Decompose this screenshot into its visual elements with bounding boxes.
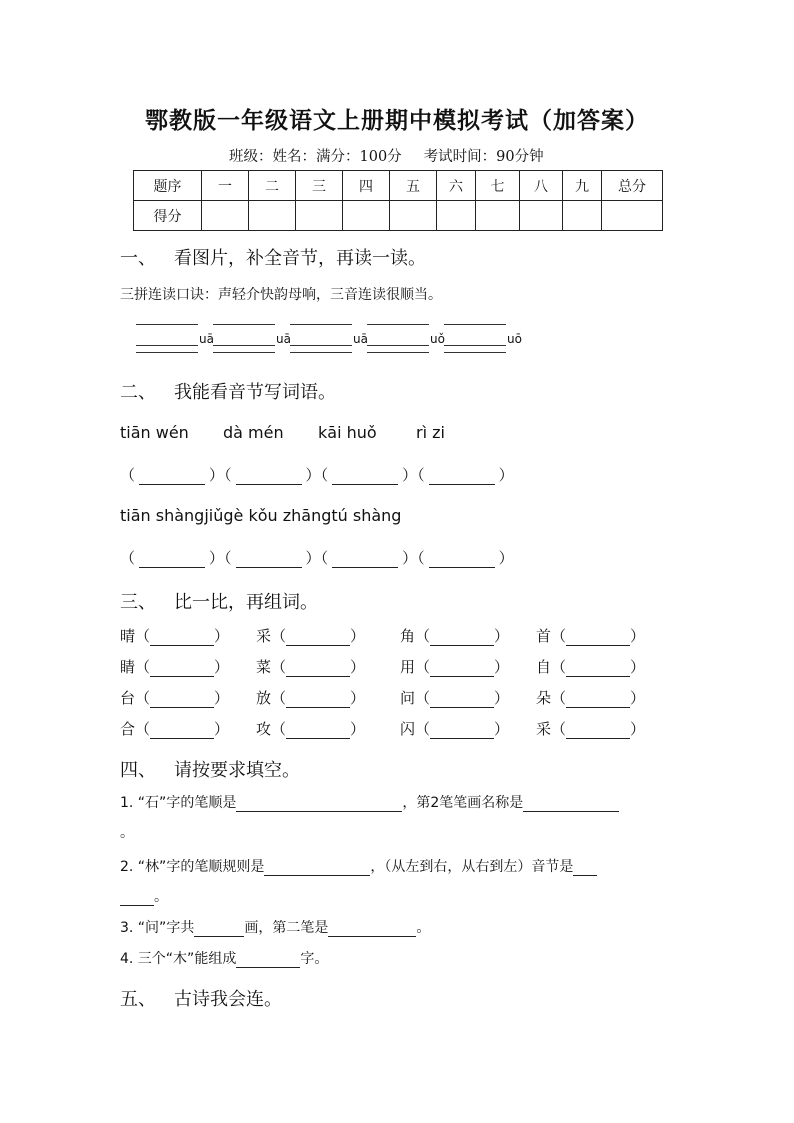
syllable: uā (353, 332, 368, 346)
answer-blank[interactable] (430, 693, 494, 708)
answer-blank[interactable] (150, 662, 214, 677)
exam-info (229, 145, 544, 166)
question-1-end: 。 (120, 825, 134, 841)
compare-item: 菜（ ） (256, 658, 366, 676)
compare-item: 睛（ ） (120, 658, 230, 676)
answer-blank[interactable] (566, 662, 630, 677)
section-4-heading (120, 756, 300, 782)
pinyin-row-2: tiān shàngjiǔgè kǒu zhāngtú shàng (120, 506, 402, 525)
answer-blank[interactable] (150, 724, 214, 739)
section-title: 请按要求填空。 (174, 760, 300, 781)
section-1-hint: 三拼连读口诀：声轻介快韵母响，三音连读很顺当。 (120, 287, 442, 303)
question-1: 1. “石”字的笔顺是 ，第2笔笔画名称是 (120, 792, 619, 812)
header-cell: 四 (343, 171, 390, 201)
pinyin-word: rì zi (416, 423, 445, 442)
score-cell[interactable] (437, 201, 476, 231)
header-cell: 八 (520, 171, 563, 201)
answer-blank[interactable] (332, 553, 398, 568)
answer-blank[interactable] (236, 953, 300, 968)
answer-blank[interactable] (566, 693, 630, 708)
compare-item: 采（ ） (536, 720, 646, 738)
section-5-heading (120, 985, 282, 1011)
header-cell: 九 (563, 171, 602, 201)
syllable: uō (507, 332, 522, 346)
compare-item: 问（ ） (400, 689, 510, 707)
score-cell[interactable] (476, 201, 520, 231)
score-table-header (134, 171, 663, 201)
answer-blank[interactable] (139, 470, 205, 485)
compare-item: 合（ ） (120, 720, 230, 738)
header-cell: 题序 (134, 171, 202, 201)
answer-blank[interactable] (430, 724, 494, 739)
score-cell[interactable] (602, 201, 663, 231)
answer-blank-row: （ ）（ ）（ ）（ ） (120, 466, 514, 484)
answer-blank[interactable] (523, 797, 619, 812)
score-cell[interactable] (520, 201, 563, 231)
section-number: 一、 (120, 248, 156, 269)
answer-blank[interactable] (566, 724, 630, 739)
section-1-heading (120, 244, 426, 270)
section-2-heading (120, 378, 336, 404)
score-cell[interactable] (296, 201, 343, 231)
answer-blank[interactable] (286, 631, 350, 646)
syllable: uǒ (430, 332, 445, 346)
page-title: 鄂教版一年级语文上册期中模拟考试（加答案） (145, 108, 649, 134)
answer-blank[interactable] (150, 631, 214, 646)
header-cell: 二 (249, 171, 296, 201)
compare-item: 晴（ ） (120, 627, 230, 645)
answer-blank[interactable] (429, 470, 495, 485)
answer-blank[interactable] (236, 553, 302, 568)
answer-blank[interactable] (264, 861, 370, 876)
section-number: 三、 (120, 592, 156, 613)
section-title: 看图片，补全音节，再读一读。 (174, 248, 426, 269)
score-cell[interactable] (249, 201, 296, 231)
compare-item: 采（ ） (256, 627, 366, 645)
answer-blank[interactable] (332, 470, 398, 485)
compare-item: 首（ ） (536, 627, 646, 645)
pinyin-word: tiān wén (120, 423, 189, 442)
answer-blank[interactable] (430, 662, 494, 677)
exam-time: 考试时间：90分钟 (423, 149, 544, 165)
syllable: uā (276, 332, 291, 346)
compare-item: 攻（ ） (256, 720, 366, 738)
section-title: 古诗我会连。 (174, 989, 282, 1010)
score-table (133, 170, 663, 231)
answer-blank[interactable] (139, 553, 205, 568)
answer-blank-row: （ ）（ ）（ ）（ ） (120, 549, 514, 567)
score-cell[interactable] (343, 201, 390, 231)
section-number: 二、 (120, 382, 156, 403)
answer-blank[interactable] (286, 693, 350, 708)
pinyin-word: dà mén (223, 423, 284, 442)
compare-item: 角（ ） (400, 627, 510, 645)
answer-blank[interactable] (286, 724, 350, 739)
question-4: 4. 三个“木”能组成 字。 (120, 951, 329, 967)
answer-blank[interactable] (194, 922, 244, 937)
answer-blank[interactable] (236, 797, 402, 812)
header-cell: 六 (437, 171, 476, 201)
compare-item: 自（ ） (536, 658, 646, 676)
compare-item: 用（ ） (400, 658, 510, 676)
answer-blank[interactable] (328, 922, 416, 937)
compare-item: 朵（ ） (536, 689, 646, 707)
class-name-score: 班级：姓名：满分：100分 (229, 149, 402, 165)
section-title: 比一比，再组词。 (174, 592, 318, 613)
section-title: 我能看音节写词语。 (174, 382, 336, 403)
header-cell: 七 (476, 171, 520, 201)
score-cell[interactable] (563, 201, 602, 231)
score-cell[interactable] (390, 201, 437, 231)
row-label: 得分 (134, 201, 202, 231)
compare-item: 放（ ） (256, 689, 366, 707)
section-3-heading (120, 588, 318, 614)
answer-blank[interactable] (286, 662, 350, 677)
question-2-end: 。 (120, 886, 168, 906)
answer-blank[interactable] (430, 631, 494, 646)
compare-item: 闪（ ） (400, 720, 510, 738)
compare-item: 台（ ） (120, 689, 230, 707)
section-number: 四、 (120, 760, 156, 781)
header-cell: 一 (202, 171, 249, 201)
answer-blank[interactable] (236, 470, 302, 485)
answer-blank[interactable] (120, 891, 154, 906)
header-cell: 总分 (602, 171, 663, 201)
question-3: 3. “问”字共 画，第二笔是 。 (120, 920, 431, 936)
pinyin-word: kāi huǒ (318, 423, 377, 442)
answer-blank[interactable] (573, 861, 597, 876)
header-cell: 五 (390, 171, 437, 201)
answer-blank[interactable] (429, 553, 495, 568)
answer-blank[interactable] (566, 631, 630, 646)
syllable: uā (199, 332, 214, 346)
answer-blank[interactable] (150, 693, 214, 708)
score-table-row (134, 201, 663, 231)
section-number: 五、 (120, 989, 156, 1010)
header-cell: 三 (296, 171, 343, 201)
score-cell[interactable] (202, 201, 249, 231)
question-2: 2. “林”字的笔顺规则是 ，（从左到右，从右到左）音节是 (120, 856, 597, 876)
